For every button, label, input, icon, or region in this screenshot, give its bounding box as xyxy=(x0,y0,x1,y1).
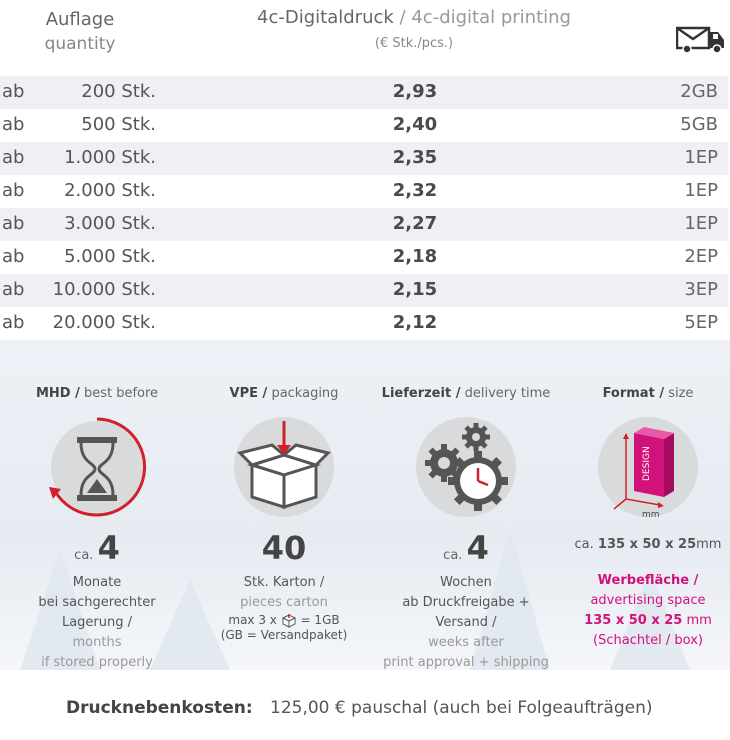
advertising-space-title: Werbefläche / xyxy=(597,573,699,588)
box-dimensions-icon xyxy=(592,411,704,523)
quantity-header-de: Auflage xyxy=(45,9,115,30)
table-row xyxy=(0,142,728,175)
row-price: 2,15 xyxy=(392,279,438,300)
delivery-value: ca. 4 xyxy=(443,529,489,567)
row-quantity: 5.000 Stk. xyxy=(64,246,156,267)
box-icon xyxy=(228,411,340,523)
advertising-space-en: advertising space xyxy=(590,593,706,608)
shelf-life-line: Monate xyxy=(72,575,122,590)
quantity-header xyxy=(38,8,122,56)
hourglass-icon xyxy=(41,411,153,523)
row-shipping: 1EP xyxy=(684,180,718,201)
design-label: DESIGN xyxy=(642,446,652,481)
table-header xyxy=(0,0,730,76)
row-shipping: 1EP xyxy=(684,213,718,234)
row-prefix: ab xyxy=(2,180,25,201)
format-block xyxy=(558,340,730,651)
row-price: 2,93 xyxy=(392,81,438,102)
price-unit-label: (€ Stk./pcs.) xyxy=(374,36,454,51)
table-row xyxy=(0,241,728,274)
packaging-title: VPE / packaging xyxy=(229,386,339,401)
row-shipping: 2GB xyxy=(680,81,718,102)
row-shipping: 5GB xyxy=(680,114,718,135)
format-title: Format / size xyxy=(602,386,694,401)
table-row xyxy=(0,109,728,142)
format-size-line: ca. 135 x 50 x 25mm xyxy=(574,537,722,552)
gears-clock-icon xyxy=(410,411,522,523)
row-shipping: 5EP xyxy=(684,312,718,333)
delivery-line: Wochen xyxy=(440,575,492,590)
packaging-value: 40 xyxy=(261,529,307,567)
row-price: 2,40 xyxy=(392,114,438,135)
shelf-life-block xyxy=(7,340,187,670)
print-costs-footer xyxy=(0,694,730,724)
row-prefix: ab xyxy=(2,114,25,135)
print-costs-label: Drucknebenkosten: xyxy=(66,698,253,718)
small-box-icon xyxy=(281,614,297,628)
delivery-block xyxy=(376,340,556,670)
row-quantity: 2.000 Stk. xyxy=(64,180,156,201)
row-prefix: ab xyxy=(2,213,25,234)
delivery-title: Lieferzeit / delivery time xyxy=(381,386,551,401)
info-section xyxy=(0,340,730,670)
table-row xyxy=(0,274,728,307)
print-header xyxy=(230,6,598,54)
price-table xyxy=(0,76,730,340)
table-row xyxy=(0,76,728,109)
row-shipping: 2EP xyxy=(684,246,718,267)
delivery-truck-icon xyxy=(676,20,726,54)
row-price: 2,35 xyxy=(392,147,438,168)
row-price: 2,18 xyxy=(392,246,438,267)
row-quantity: 3.000 Stk. xyxy=(64,213,156,234)
row-quantity: 200 Stk. xyxy=(81,81,156,102)
row-price: 2,32 xyxy=(392,180,438,201)
row-price: 2,12 xyxy=(392,312,438,333)
packaging-line: pieces carton xyxy=(240,595,328,610)
packaging-line: Stk. Karton / xyxy=(243,575,325,590)
quantity-header-en: quantity xyxy=(44,34,116,54)
delivery-line: weeks after xyxy=(428,635,504,650)
row-shipping: 3EP xyxy=(684,279,718,300)
packaging-block xyxy=(194,340,374,643)
row-prefix: ab xyxy=(2,279,25,300)
shelf-life-value: ca. 4 xyxy=(74,529,120,567)
print-header-de: 4c-Digitaldruck xyxy=(257,7,394,28)
row-shipping: 1EP xyxy=(684,147,718,168)
delivery-line: ab Druckfreigabe + Versand / xyxy=(402,595,530,630)
row-quantity: 20.000 Stk. xyxy=(52,312,156,333)
row-prefix: ab xyxy=(2,246,25,267)
row-quantity: 500 Stk. xyxy=(81,114,156,135)
row-prefix: ab xyxy=(2,147,25,168)
delivery-line: print approval + shipping xyxy=(383,655,549,670)
packaging-max-line: max 3 x = 1GB xyxy=(228,613,340,627)
print-costs-value: 125,00 € pauschal (auch bei Folgeaufträgen) xyxy=(270,698,653,718)
shelf-life-line: bei sachgerechter Lagerung / xyxy=(38,595,156,630)
advertising-space-box: (Schachtel / box) xyxy=(593,633,703,648)
row-quantity: 1.000 Stk. xyxy=(64,147,156,168)
row-prefix: ab xyxy=(2,312,25,333)
shelf-life-title: MHD / best before xyxy=(35,386,159,401)
row-quantity: 10.000 Stk. xyxy=(52,279,156,300)
row-price: 2,27 xyxy=(392,213,438,234)
table-row xyxy=(0,175,728,208)
shelf-life-line: if stored properly xyxy=(41,655,153,670)
print-header-sep: / xyxy=(399,7,406,28)
table-row xyxy=(0,307,728,340)
packaging-note: (GB = Versandpaket) xyxy=(220,628,348,642)
advertising-space-size: 135 x 50 x 25 mm xyxy=(584,613,712,628)
shelf-life-line: months xyxy=(72,635,122,650)
row-prefix: ab xyxy=(2,81,25,102)
table-row xyxy=(0,208,728,241)
mm-label: mm xyxy=(642,510,660,520)
print-header-en: 4c-digital printing xyxy=(411,7,571,28)
